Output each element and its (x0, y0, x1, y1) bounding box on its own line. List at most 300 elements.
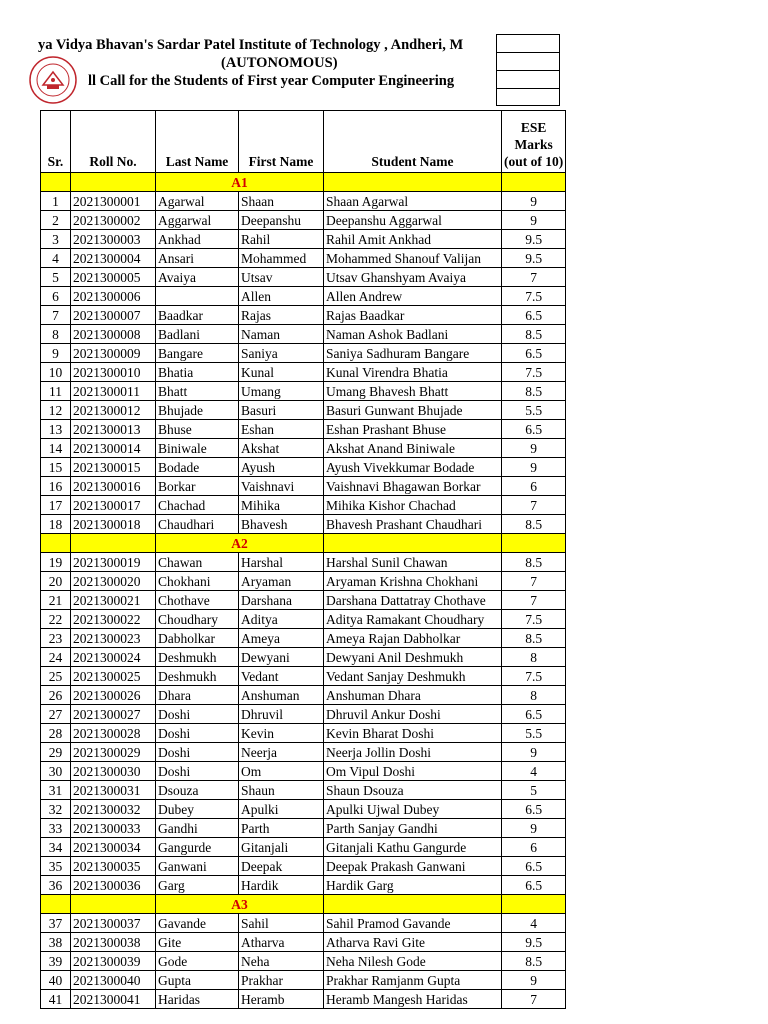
cell-ese-marks[interactable]: 8.5 (502, 515, 566, 534)
empty-cell[interactable] (71, 895, 156, 914)
cell-last-name[interactable]: Dabholkar (156, 629, 239, 648)
table-row (41, 800, 566, 819)
table-row (41, 192, 566, 211)
cell-ese-marks[interactable]: 7 (502, 496, 566, 515)
cell-sr[interactable]: 12 (41, 401, 71, 420)
cell-last-name[interactable]: Dubey (156, 800, 239, 819)
cell-sr[interactable]: 15 (41, 458, 71, 477)
table-row (41, 249, 566, 268)
cell-first-name[interactable]: Vaishnavi (239, 477, 324, 496)
col-header-roll[interactable]: Roll No. (71, 111, 156, 173)
cell-student-name[interactable]: Umang Bhavesh Bhatt (324, 382, 502, 401)
col-header-last-name[interactable]: Last Name (156, 111, 239, 173)
table-row (41, 914, 566, 933)
cell-ese-marks[interactable]: 9.5 (502, 249, 566, 268)
cell-sr[interactable]: 40 (41, 971, 71, 990)
col-header-student-name[interactable]: Student Name (324, 111, 502, 173)
cell-last-name[interactable]: Aggarwal (156, 211, 239, 230)
institute-title: ya Vidya Bhavan's Sardar Patel Institute of Technology , Andheri, M (38, 37, 464, 53)
cell-sr[interactable]: 38 (41, 933, 71, 952)
cell-student-name[interactable]: Ayush Vivekkumar Bodade (324, 458, 502, 477)
empty-cell (496, 52, 560, 70)
cell-sr[interactable]: 30 (41, 762, 71, 781)
cell-student-name[interactable]: Atharva Ravi Gite (324, 933, 502, 952)
table-row (41, 287, 566, 306)
table-row (41, 933, 566, 952)
cell-first-name[interactable]: Utsav (239, 268, 324, 287)
batch-label[interactable]: A3 (156, 895, 324, 914)
cell-ese-marks[interactable]: 6.5 (502, 306, 566, 325)
cell-roll-no[interactable]: 2021300035 (71, 857, 156, 876)
batch-label[interactable]: A2 (156, 534, 324, 553)
cell-last-name[interactable]: Dhara (156, 686, 239, 705)
cell-sr[interactable]: 13 (41, 420, 71, 439)
cell-sr[interactable]: 22 (41, 610, 71, 629)
cell-ese-marks[interactable]: 6.5 (502, 344, 566, 363)
cell-first-name[interactable]: Vedant (239, 667, 324, 686)
cell-ese-marks[interactable]: 6 (502, 477, 566, 496)
table-row (41, 990, 566, 1009)
cell-ese-marks[interactable]: 9 (502, 192, 566, 211)
cell-ese-marks[interactable]: 7.5 (502, 363, 566, 382)
cell-first-name[interactable]: Deepak (239, 857, 324, 876)
cell-ese-marks[interactable]: 6.5 (502, 420, 566, 439)
cell-ese-marks[interactable]: 9 (502, 971, 566, 990)
cell-last-name[interactable]: Doshi (156, 762, 239, 781)
empty-cell (496, 88, 560, 106)
table-row (41, 667, 566, 686)
cell-roll-no[interactable]: 2021300016 (71, 477, 156, 496)
cell-roll-no[interactable]: 2021300018 (71, 515, 156, 534)
cell-sr[interactable]: 36 (41, 876, 71, 895)
cell-last-name[interactable]: Chokhani (156, 572, 239, 591)
group-row (41, 173, 566, 192)
cell-student-name[interactable]: Utsav Ghanshyam Avaiya (324, 268, 502, 287)
cell-ese-marks[interactable]: 5 (502, 781, 566, 800)
empty-cell[interactable] (324, 534, 502, 553)
cell-ese-marks[interactable]: 7 (502, 990, 566, 1009)
cell-student-name[interactable]: Ameya Rajan Dabholkar (324, 629, 502, 648)
empty-cell[interactable] (41, 895, 71, 914)
cell-first-name[interactable]: Apulki (239, 800, 324, 819)
cell-roll-no[interactable]: 2021300037 (71, 914, 156, 933)
cell-sr[interactable]: 41 (41, 990, 71, 1009)
empty-cell[interactable] (41, 534, 71, 553)
cell-roll-no[interactable]: 2021300030 (71, 762, 156, 781)
cell-sr[interactable]: 37 (41, 914, 71, 933)
cell-roll-no[interactable]: 2021300019 (71, 553, 156, 572)
cell-roll-no[interactable]: 2021300004 (71, 249, 156, 268)
cell-ese-marks[interactable]: 6.5 (502, 876, 566, 895)
cell-roll-no[interactable]: 2021300012 (71, 401, 156, 420)
cell-roll-no[interactable]: 2021300026 (71, 686, 156, 705)
cell-student-name[interactable]: Dhruvil Ankur Doshi (324, 705, 502, 724)
col-header-ese-marks[interactable] (502, 111, 566, 173)
cell-first-name[interactable]: Rahil (239, 230, 324, 249)
cell-sr[interactable]: 3 (41, 230, 71, 249)
cell-last-name[interactable]: Bhatia (156, 363, 239, 382)
cell-last-name[interactable]: Ansari (156, 249, 239, 268)
cell-sr[interactable]: 23 (41, 629, 71, 648)
cell-student-name[interactable]: Mihika Kishor Chachad (324, 496, 502, 515)
cell-first-name[interactable]: Heramb (239, 990, 324, 1009)
empty-cell[interactable] (502, 895, 566, 914)
table-row (41, 344, 566, 363)
cell-sr[interactable]: 34 (41, 838, 71, 857)
cell-roll-no[interactable]: 2021300014 (71, 439, 156, 458)
cell-student-name[interactable]: Neha Nilesh Gode (324, 952, 502, 971)
cell-sr[interactable]: 27 (41, 705, 71, 724)
cell-roll-no[interactable]: 2021300006 (71, 287, 156, 306)
cell-first-name[interactable]: Hardik (239, 876, 324, 895)
table-row (41, 420, 566, 439)
cell-sr[interactable]: 4 (41, 249, 71, 268)
cell-student-name[interactable]: Mohammed Shanouf Valijan (324, 249, 502, 268)
cell-roll-no[interactable]: 2021300015 (71, 458, 156, 477)
cell-first-name[interactable]: Shaun (239, 781, 324, 800)
cell-sr[interactable]: 1 (41, 192, 71, 211)
cell-first-name[interactable]: Atharva (239, 933, 324, 952)
cell-roll-no[interactable]: 2021300038 (71, 933, 156, 952)
empty-cell[interactable] (502, 173, 566, 192)
table-row (41, 971, 566, 990)
cell-ese-marks[interactable]: 8.5 (502, 629, 566, 648)
table-body (41, 173, 566, 1009)
cell-last-name[interactable]: Dsouza (156, 781, 239, 800)
cell-student-name[interactable]: Prakhar Ramjanm Gupta (324, 971, 502, 990)
cell-roll-no[interactable]: 2021300041 (71, 990, 156, 1009)
table-row (41, 325, 566, 344)
cell-roll-no[interactable]: 2021300032 (71, 800, 156, 819)
cell-last-name[interactable]: Doshi (156, 743, 239, 762)
cell-sr[interactable]: 10 (41, 363, 71, 382)
cell-last-name[interactable]: Borkar (156, 477, 239, 496)
cell-roll-no[interactable]: 2021300007 (71, 306, 156, 325)
cell-roll-no[interactable]: 2021300013 (71, 420, 156, 439)
cell-last-name[interactable]: Choudhary (156, 610, 239, 629)
cell-sr[interactable]: 17 (41, 496, 71, 515)
cell-student-name[interactable]: Dewyani Anil Deshmukh (324, 648, 502, 667)
cell-last-name[interactable]: Bangare (156, 344, 239, 363)
cell-student-name[interactable]: Kunal Virendra Bhatia (324, 363, 502, 382)
cell-first-name[interactable]: Allen (239, 287, 324, 306)
cell-first-name[interactable]: Gitanjali (239, 838, 324, 857)
cell-sr[interactable]: 21 (41, 591, 71, 610)
cell-student-name[interactable]: Deepak Prakash Ganwani (324, 857, 502, 876)
header-empty-cells (496, 34, 560, 110)
cell-student-name[interactable]: Allen Andrew (324, 287, 502, 306)
cell-first-name[interactable]: Aditya (239, 610, 324, 629)
cell-first-name[interactable]: Naman (239, 325, 324, 344)
cell-first-name[interactable]: Rajas (239, 306, 324, 325)
cell-student-name[interactable]: Eshan Prashant Bhuse (324, 420, 502, 439)
cell-last-name[interactable]: Baadkar (156, 306, 239, 325)
cell-last-name[interactable]: Agarwal (156, 192, 239, 211)
cell-sr[interactable]: 29 (41, 743, 71, 762)
cell-student-name[interactable]: Apulki Ujwal Dubey (324, 800, 502, 819)
cell-last-name[interactable]: Gangurde (156, 838, 239, 857)
cell-roll-no[interactable]: 2021300008 (71, 325, 156, 344)
cell-first-name[interactable]: Neha (239, 952, 324, 971)
cell-sr[interactable]: 24 (41, 648, 71, 667)
cell-roll-no[interactable]: 2021300039 (71, 952, 156, 971)
cell-student-name[interactable]: Darshana Dattatray Chothave (324, 591, 502, 610)
cell-ese-marks[interactable]: 4 (502, 762, 566, 781)
cell-sr[interactable]: 7 (41, 306, 71, 325)
cell-last-name[interactable]: Gite (156, 933, 239, 952)
cell-first-name[interactable]: Kevin (239, 724, 324, 743)
table-row (41, 591, 566, 610)
cell-first-name[interactable]: Akshat (239, 439, 324, 458)
cell-first-name[interactable]: Ayush (239, 458, 324, 477)
cell-ese-marks[interactable]: 7 (502, 591, 566, 610)
cell-sr[interactable]: 6 (41, 287, 71, 306)
col-header-sr[interactable]: Sr. (41, 111, 71, 173)
cell-last-name[interactable]: Ganwani (156, 857, 239, 876)
cell-ese-marks[interactable]: 6.5 (502, 800, 566, 819)
cell-ese-marks[interactable]: 9 (502, 211, 566, 230)
cell-first-name[interactable]: Anshuman (239, 686, 324, 705)
batch-label[interactable]: A1 (156, 173, 324, 192)
cell-ese-marks[interactable]: 7.5 (502, 610, 566, 629)
cell-student-name[interactable]: Kevin Bharat Doshi (324, 724, 502, 743)
cell-roll-no[interactable]: 2021300034 (71, 838, 156, 857)
cell-ese-marks[interactable]: 8.5 (502, 952, 566, 971)
cell-sr[interactable]: 18 (41, 515, 71, 534)
cell-last-name[interactable]: Deshmukh (156, 648, 239, 667)
cell-ese-marks[interactable]: 6.5 (502, 705, 566, 724)
cell-last-name[interactable]: Ankhad (156, 230, 239, 249)
cell-sr[interactable]: 33 (41, 819, 71, 838)
cell-sr[interactable]: 31 (41, 781, 71, 800)
cell-first-name[interactable]: Ameya (239, 629, 324, 648)
table-row (41, 952, 566, 971)
cell-student-name[interactable]: Heramb Mangesh Haridas (324, 990, 502, 1009)
roll-call-table (40, 110, 566, 1009)
cell-last-name[interactable] (156, 287, 239, 306)
cell-last-name[interactable]: Doshi (156, 724, 239, 743)
cell-ese-marks[interactable]: 7 (502, 268, 566, 287)
empty-cell[interactable] (324, 173, 502, 192)
col-header-first-name[interactable]: First Name (239, 111, 324, 173)
cell-first-name[interactable]: Kunal (239, 363, 324, 382)
cell-first-name[interactable]: Saniya (239, 344, 324, 363)
empty-cell[interactable] (41, 173, 71, 192)
cell-student-name[interactable]: Hardik Garg (324, 876, 502, 895)
cell-last-name[interactable]: Deshmukh (156, 667, 239, 686)
table-row (41, 610, 566, 629)
cell-student-name[interactable]: Harshal Sunil Chawan (324, 553, 502, 572)
cell-last-name[interactable]: Avaiya (156, 268, 239, 287)
cell-roll-no[interactable]: 2021300027 (71, 705, 156, 724)
cell-roll-no[interactable]: 2021300036 (71, 876, 156, 895)
cell-last-name[interactable]: Biniwale (156, 439, 239, 458)
cell-first-name[interactable]: Aryaman (239, 572, 324, 591)
cell-roll-no[interactable]: 2021300003 (71, 230, 156, 249)
empty-cell[interactable] (324, 895, 502, 914)
cell-student-name[interactable]: Aryaman Krishna Chokhani (324, 572, 502, 591)
cell-student-name[interactable]: Anshuman Dhara (324, 686, 502, 705)
cell-last-name[interactable]: Chothave (156, 591, 239, 610)
cell-student-name[interactable]: Gitanjali Kathu Gangurde (324, 838, 502, 857)
cell-sr[interactable]: 8 (41, 325, 71, 344)
table-row (41, 648, 566, 667)
cell-first-name[interactable]: Om (239, 762, 324, 781)
cell-last-name[interactable]: Gode (156, 952, 239, 971)
cell-sr[interactable]: 32 (41, 800, 71, 819)
cell-last-name[interactable]: Bhujade (156, 401, 239, 420)
cell-roll-no[interactable]: 2021300031 (71, 781, 156, 800)
cell-roll-no[interactable]: 2021300023 (71, 629, 156, 648)
cell-ese-marks[interactable]: 9.5 (502, 230, 566, 249)
cell-first-name[interactable]: Bhavesh (239, 515, 324, 534)
cell-ese-marks[interactable]: 9 (502, 439, 566, 458)
cell-roll-no[interactable]: 2021300025 (71, 667, 156, 686)
cell-ese-marks[interactable]: 7 (502, 572, 566, 591)
table-row (41, 363, 566, 382)
cell-student-name[interactable]: Basuri Gunwant Bhujade (324, 401, 502, 420)
cell-sr[interactable]: 39 (41, 952, 71, 971)
marks-header-line3: (out of 10) (504, 154, 564, 169)
cell-sr[interactable]: 20 (41, 572, 71, 591)
cell-ese-marks[interactable]: 6 (502, 838, 566, 857)
table-row (41, 477, 566, 496)
cell-last-name[interactable]: Badlani (156, 325, 239, 344)
cell-roll-no[interactable]: 2021300021 (71, 591, 156, 610)
cell-first-name[interactable]: Sahil (239, 914, 324, 933)
cell-first-name[interactable]: Mihika (239, 496, 324, 515)
cell-student-name[interactable]: Neerja Jollin Doshi (324, 743, 502, 762)
cell-first-name[interactable]: Dhruvil (239, 705, 324, 724)
cell-first-name[interactable]: Eshan (239, 420, 324, 439)
cell-first-name[interactable]: Neerja (239, 743, 324, 762)
cell-last-name[interactable]: Bhuse (156, 420, 239, 439)
cell-ese-marks[interactable]: 9 (502, 819, 566, 838)
cell-first-name[interactable]: Basuri (239, 401, 324, 420)
cell-student-name[interactable]: Rajas Baadkar (324, 306, 502, 325)
cell-roll-no[interactable]: 2021300001 (71, 192, 156, 211)
cell-last-name[interactable]: Doshi (156, 705, 239, 724)
empty-cell[interactable] (502, 534, 566, 553)
cell-student-name[interactable]: Shaan Agarwal (324, 192, 502, 211)
cell-roll-no[interactable]: 2021300002 (71, 211, 156, 230)
cell-student-name[interactable]: Deepanshu Aggarwal (324, 211, 502, 230)
cell-first-name[interactable]: Parth (239, 819, 324, 838)
autonomous-label: (AUTONOMOUS) (221, 55, 338, 71)
cell-first-name[interactable]: Deepanshu (239, 211, 324, 230)
cell-last-name[interactable]: Bhatt (156, 382, 239, 401)
cell-sr[interactable]: 9 (41, 344, 71, 363)
cell-ese-marks[interactable]: 8 (502, 686, 566, 705)
cell-ese-marks[interactable]: 5.5 (502, 401, 566, 420)
cell-student-name[interactable]: Naman Ashok Badlani (324, 325, 502, 344)
cell-student-name[interactable]: Sahil Pramod Gavande (324, 914, 502, 933)
table-row (41, 705, 566, 724)
cell-ese-marks[interactable]: 5.5 (502, 724, 566, 743)
cell-last-name[interactable]: Garg (156, 876, 239, 895)
cell-student-name[interactable]: Vaishnavi Bhagawan Borkar (324, 477, 502, 496)
cell-student-name[interactable]: Akshat Anand Biniwale (324, 439, 502, 458)
cell-roll-no[interactable]: 2021300033 (71, 819, 156, 838)
cell-roll-no[interactable]: 2021300010 (71, 363, 156, 382)
table-row (41, 458, 566, 477)
cell-sr[interactable]: 16 (41, 477, 71, 496)
cell-student-name[interactable]: Parth Sanjay Gandhi (324, 819, 502, 838)
cell-ese-marks[interactable]: 6.5 (502, 857, 566, 876)
cell-last-name[interactable]: Gavande (156, 914, 239, 933)
cell-roll-no[interactable]: 2021300020 (71, 572, 156, 591)
cell-last-name[interactable]: Gupta (156, 971, 239, 990)
cell-sr[interactable]: 25 (41, 667, 71, 686)
cell-student-name[interactable]: Shaun Dsouza (324, 781, 502, 800)
cell-sr[interactable]: 5 (41, 268, 71, 287)
cell-ese-marks[interactable]: 9 (502, 743, 566, 762)
cell-first-name[interactable]: Harshal (239, 553, 324, 572)
cell-ese-marks[interactable]: 7.5 (502, 667, 566, 686)
cell-student-name[interactable]: Aditya Ramakant Choudhary (324, 610, 502, 629)
cell-first-name[interactable]: Mohammed (239, 249, 324, 268)
cell-student-name[interactable]: Bhavesh Prashant Chaudhari (324, 515, 502, 534)
cell-roll-no[interactable]: 2021300017 (71, 496, 156, 515)
cell-sr[interactable]: 35 (41, 857, 71, 876)
institute-logo-icon (28, 55, 78, 105)
cell-student-name[interactable]: Om Vipul Doshi (324, 762, 502, 781)
table-row (41, 572, 566, 591)
cell-sr[interactable]: 19 (41, 553, 71, 572)
cell-student-name[interactable]: Vedant Sanjay Deshmukh (324, 667, 502, 686)
cell-roll-no[interactable]: 2021300024 (71, 648, 156, 667)
table-row (41, 724, 566, 743)
cell-roll-no[interactable]: 2021300029 (71, 743, 156, 762)
empty-cell[interactable] (71, 534, 156, 553)
cell-sr[interactable]: 14 (41, 439, 71, 458)
cell-roll-no[interactable]: 2021300028 (71, 724, 156, 743)
cell-first-name[interactable]: Dewyani (239, 648, 324, 667)
cell-first-name[interactable]: Umang (239, 382, 324, 401)
cell-first-name[interactable]: Shaan (239, 192, 324, 211)
cell-ese-marks[interactable]: 8 (502, 648, 566, 667)
cell-last-name[interactable]: Gandhi (156, 819, 239, 838)
cell-sr[interactable]: 2 (41, 211, 71, 230)
cell-sr[interactable]: 28 (41, 724, 71, 743)
cell-ese-marks[interactable]: 4 (502, 914, 566, 933)
cell-first-name[interactable]: Prakhar (239, 971, 324, 990)
empty-cell[interactable] (71, 173, 156, 192)
cell-roll-no[interactable]: 2021300022 (71, 610, 156, 629)
cell-roll-no[interactable]: 2021300011 (71, 382, 156, 401)
cell-roll-no[interactable]: 2021300005 (71, 268, 156, 287)
cell-ese-marks[interactable]: 8.5 (502, 325, 566, 344)
cell-student-name[interactable]: Saniya Sadhuram Bangare (324, 344, 502, 363)
cell-roll-no[interactable]: 2021300040 (71, 971, 156, 990)
empty-cell (496, 34, 560, 52)
cell-last-name[interactable]: Chawan (156, 553, 239, 572)
cell-ese-marks[interactable]: 8.5 (502, 382, 566, 401)
cell-last-name[interactable]: Chachad (156, 496, 239, 515)
cell-ese-marks[interactable]: 9.5 (502, 933, 566, 952)
cell-last-name[interactable]: Bodade (156, 458, 239, 477)
cell-roll-no[interactable]: 2021300009 (71, 344, 156, 363)
cell-ese-marks[interactable]: 9 (502, 458, 566, 477)
cell-student-name[interactable]: Rahil Amit Ankhad (324, 230, 502, 249)
cell-ese-marks[interactable]: 7.5 (502, 287, 566, 306)
cell-ese-marks[interactable]: 8.5 (502, 553, 566, 572)
cell-sr[interactable]: 26 (41, 686, 71, 705)
cell-sr[interactable]: 11 (41, 382, 71, 401)
cell-last-name[interactable]: Chaudhari (156, 515, 239, 534)
cell-first-name[interactable]: Darshana (239, 591, 324, 610)
cell-last-name[interactable]: Haridas (156, 990, 239, 1009)
